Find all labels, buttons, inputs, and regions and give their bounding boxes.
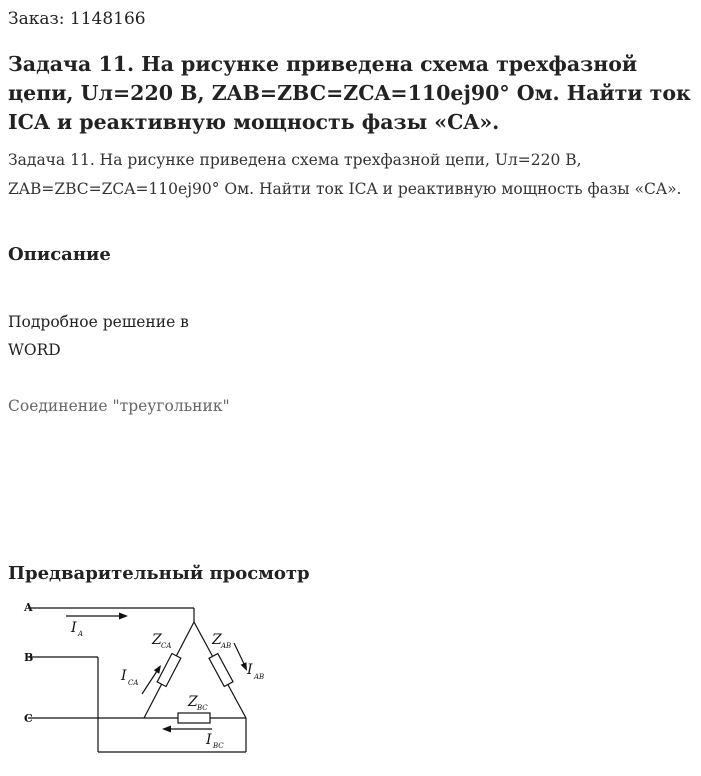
zbc-label: Z (188, 694, 198, 710)
label-a: A (24, 601, 33, 614)
solution-note (8, 308, 189, 364)
resistor-zbc (178, 713, 210, 723)
section-heading-description: Описание (8, 244, 111, 265)
zca-sub: CA (161, 642, 172, 650)
ibc-sub: BC (213, 742, 224, 750)
ica-arrowhead (154, 665, 161, 674)
solution-line-2: WORD (8, 341, 61, 359)
ia-arrowhead (119, 613, 128, 620)
ica-label: I (121, 668, 127, 684)
ica-sub: CA (128, 679, 139, 687)
solution-line-1: Подробное решение в (8, 313, 189, 331)
label-c: C (24, 712, 33, 725)
iab-label: I (247, 662, 253, 678)
resistor-zca (157, 653, 181, 686)
task-description: Задача 11. На рисунке приведена схема трехфазной цепи, Uл=220 В, ZAB=ZBC=ZCA=110ej90° Ом. Найти ток ICA и реактивную мощность фазы «CA». (8, 151, 682, 198)
zab-sub: AB (221, 642, 232, 650)
label-b: B (24, 651, 34, 664)
section-heading-preview: Предварительный просмотр (8, 563, 310, 584)
order-number: Заказ: 1148166 (8, 9, 146, 29)
zca-label: Z (152, 632, 162, 648)
zab-label: Z (212, 632, 222, 648)
ia-label: I (71, 620, 77, 636)
page-title: Задача 11. На рисунке приведена схема трехфазной цепи, Uл=220 В, ZAB=ZBC=ZCA=110ej90° Ом. Найти ток ICA и реактивную мощность фазы «CA». (8, 52, 691, 134)
iab-sub: AB (254, 673, 265, 681)
ibc-label: I (206, 732, 212, 748)
zbc-sub: BC (197, 704, 208, 712)
ia-sub: A (78, 630, 84, 638)
connection-type: Соединение "треугольник" (8, 397, 230, 415)
resistor-zab (209, 654, 233, 687)
ibc-arrowhead (162, 726, 171, 733)
circuit-diagram-preview (16, 598, 286, 758)
